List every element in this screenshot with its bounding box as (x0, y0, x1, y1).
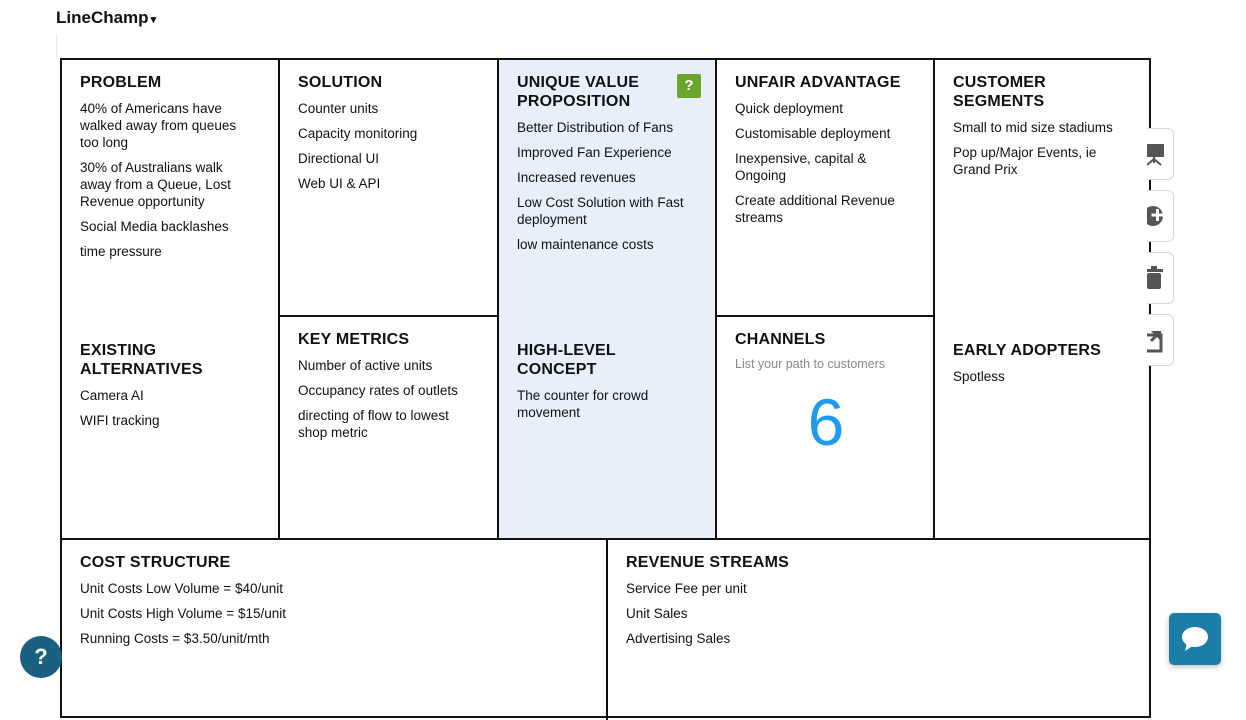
delete-button[interactable] (1147, 252, 1174, 304)
customer-segments-box[interactable] (935, 60, 1151, 328)
list-item: Spotless (953, 369, 1005, 384)
list-item: Unit Costs High Volume = $15/unit (80, 606, 286, 621)
list-item: Improved Fan Experience (517, 145, 672, 160)
customer-segments-title: CUSTOMER SEGMENTS (953, 74, 1046, 110)
channels-placeholder: List your path to customers (735, 357, 886, 371)
list-item: Occupancy rates of outlets (298, 383, 458, 398)
list-item: The counter for crowd movement (517, 388, 649, 420)
help-button[interactable]: ? (677, 74, 701, 98)
list-item: WIFI tracking (80, 413, 160, 428)
list-item: directing of flow to lowest shop metric (298, 408, 449, 440)
solution-title: SOLUTION (298, 74, 383, 91)
revenue-streams-box[interactable] (608, 540, 1151, 720)
list-item: Create additional Revenue streams (735, 193, 895, 225)
list-item: Running Costs = $3.50/unit/mth (80, 631, 270, 646)
existing-alternatives-title: EXISTING ALTERNATIVES (80, 342, 203, 378)
list-item: Capacity monitoring (298, 126, 418, 141)
list-item: Better Distribution of Fans (517, 120, 674, 135)
list-item: Counter units (298, 101, 379, 116)
list-item: Advertising Sales (626, 631, 731, 646)
list-item: Pop up/Major Events, ie Grand Prix (953, 145, 1097, 177)
key-metrics-box[interactable] (280, 317, 497, 538)
list-item: Service Fee per unit (626, 581, 747, 596)
high-level-concept-box[interactable] (499, 328, 715, 538)
early-adopters-box[interactable] (935, 328, 1151, 538)
list-item: Small to mid size stadiums (953, 120, 1113, 135)
list-item: low maintenance costs (517, 237, 654, 252)
early-adopters-title: EARLY ADOPTERS (953, 342, 1102, 359)
list-item: Customisable deployment (735, 126, 891, 141)
cost-structure-box[interactable] (62, 540, 606, 720)
uvp-title: UNIQUE VALUE PROPOSITION (517, 74, 640, 110)
lean-canvas (60, 58, 1151, 718)
revenue-streams-title: REVENUE STREAMS (626, 554, 790, 571)
problem-title: PROBLEM (80, 74, 162, 91)
add-icon (1147, 203, 1167, 229)
high-level-concept-title: HIGH-LEVEL CONCEPT (517, 342, 616, 378)
trash-icon (1147, 265, 1167, 291)
divider (56, 34, 57, 58)
key-metrics-title: KEY METRICS (298, 331, 410, 348)
list-item: Increased revenues (517, 170, 636, 185)
presentation-button[interactable] (1147, 128, 1174, 180)
list-item: Social Media backlashes (80, 219, 229, 234)
list-item: Quick deployment (735, 101, 844, 116)
presentation-icon (1147, 141, 1167, 167)
list-item: 40% of Americans have walked away from queues too long (80, 101, 237, 150)
list-item: Inexpensive, capital & Ongoing (735, 151, 867, 183)
list-item: time pressure (80, 244, 162, 259)
unfair-advantage-box[interactable] (717, 60, 933, 315)
list-item: Low Cost Solution with Fast deployment (517, 195, 684, 227)
chevron-down-icon: ▾ (150, 14, 157, 26)
channels-title: CHANNELS (735, 331, 826, 348)
export-button[interactable] (1147, 314, 1174, 366)
list-item: Camera AI (80, 388, 144, 403)
app-title: LineChamp (56, 8, 149, 27)
solution-box[interactable] (280, 60, 497, 315)
add-button[interactable] (1147, 190, 1174, 242)
app-title-menu[interactable] (56, 8, 156, 28)
list-item: 30% of Australians walk away from a Queue, Lost Revenue opportunity (80, 160, 231, 209)
export-icon (1147, 327, 1167, 353)
channels-count: 6 (807, 385, 845, 459)
chat-icon (1181, 626, 1209, 652)
list-item: Web UI & API (298, 176, 381, 191)
unique-value-proposition-box[interactable] (499, 60, 715, 328)
list-item: Number of active units (298, 358, 433, 373)
list-item: Unit Costs Low Volume = $40/unit (80, 581, 283, 596)
problem-box[interactable] (62, 60, 278, 315)
chat-button[interactable] (1169, 613, 1221, 665)
side-toolbar (1147, 128, 1174, 376)
list-item: Directional UI (298, 151, 380, 166)
help-button[interactable]: ? (20, 636, 62, 678)
unfair-advantage-title: UNFAIR ADVANTAGE (735, 74, 901, 91)
cost-structure-title: COST STRUCTURE (80, 554, 231, 571)
list-item: Unit Sales (626, 606, 688, 621)
channels-box[interactable] (717, 317, 933, 538)
existing-alternatives-box[interactable] (62, 328, 278, 538)
